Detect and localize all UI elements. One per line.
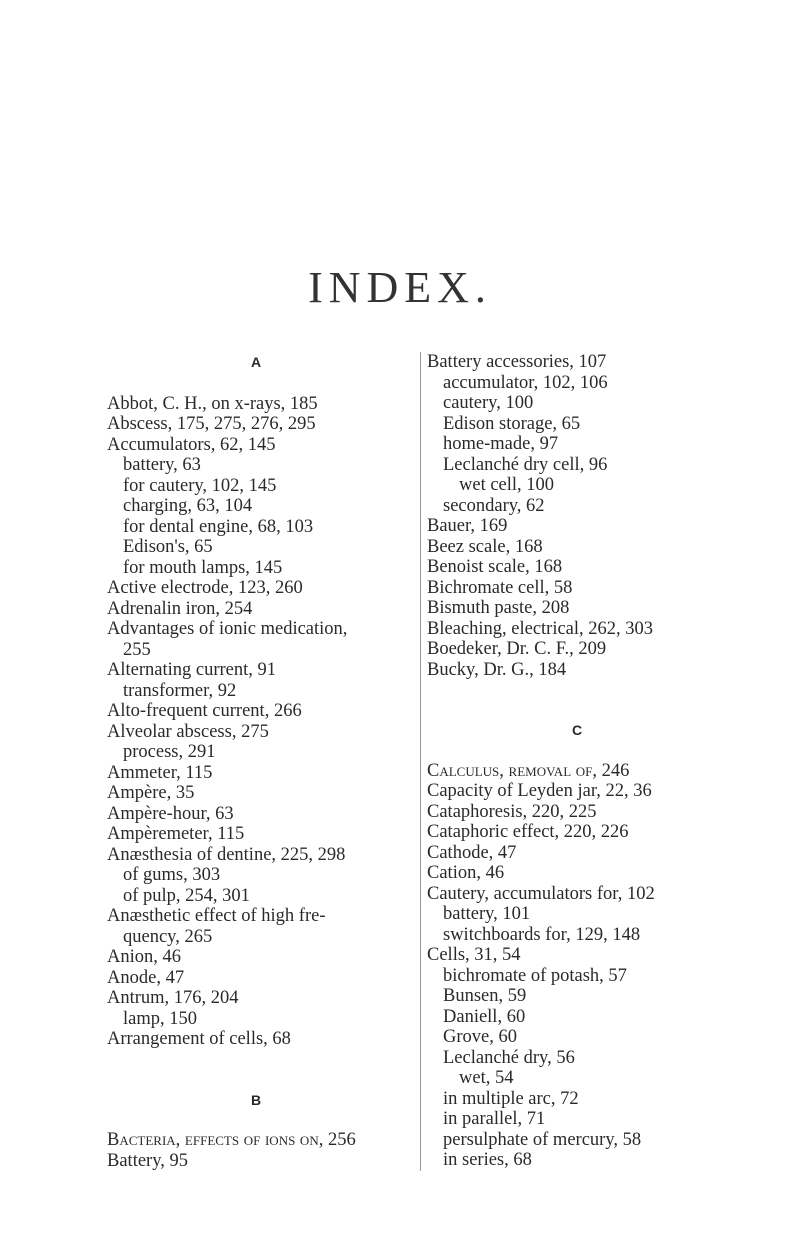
index-entry: Calculus, removal of, 246 <box>427 760 630 781</box>
index-entry: Antrum, 176, 204 <box>107 988 239 1008</box>
index-entry: Adrenalin iron, 254 <box>107 598 253 619</box>
index-subentry: wet, 54 <box>459 1068 514 1088</box>
index-entry: Boedeker, Dr. C. F., 209 <box>427 639 607 659</box>
index-subentry: persulphate of mercury, 58 <box>443 1129 642 1150</box>
index-subentry: in series, 68 <box>443 1150 532 1170</box>
index-subentry: of pulp, 254, 301 <box>123 885 250 906</box>
index-subentry: battery, 101 <box>443 904 531 924</box>
index-subentry: cautery, 100 <box>443 393 534 413</box>
index-subentry: bichromate of potash, 57 <box>443 965 627 986</box>
index-subentry: Leclanché dry cell, 96 <box>443 454 608 475</box>
index-entry: Bleaching, electrical, 262, 303 <box>427 618 654 639</box>
index-entry: Active electrode, 123, 260 <box>107 578 303 598</box>
index-entry: Bauer, 169 <box>427 516 508 536</box>
index-entry: Bismuth paste, 208 <box>427 598 570 618</box>
index-subentry: wet cell, 100 <box>459 475 555 495</box>
index-column-right <box>420 352 727 1171</box>
index-entry: Cataphoresis, 220, 225 <box>427 801 597 822</box>
index-subentry: Leclanché dry, 56 <box>443 1047 575 1068</box>
index-entry: Bichromate cell, 58 <box>427 577 573 598</box>
index-entry: Anion, 46 <box>107 947 181 967</box>
index-subentry: lamp, 150 <box>123 1008 197 1029</box>
section-letter-c: C <box>571 722 583 738</box>
index-entry: Cation, 46 <box>427 863 505 883</box>
index-subentry: Edison storage, 65 <box>443 413 581 434</box>
section-letter-a: A <box>250 354 262 370</box>
index-entry: Ampèremeter, 115 <box>107 824 245 844</box>
index-subentry: Bunsen, 59 <box>443 986 527 1006</box>
index-subentry: Edison's, 65 <box>123 537 213 557</box>
index-entry: Abbot, C. H., on x-rays, 185 <box>107 393 318 414</box>
index-entry: Anæsthetic effect of high fre- <box>107 906 326 926</box>
index-subentry: for mouth lamps, 145 <box>123 557 283 578</box>
index-subentry: Grove, 60 <box>443 1027 517 1047</box>
index-entry: Capacity of Leyden jar, 22, 36 <box>427 781 652 801</box>
index-entry: Alto-frequent current, 266 <box>107 701 302 721</box>
index-entry: Cautery, accumulators for, 102 <box>427 883 655 904</box>
index-entry: Battery accessories, 107 <box>427 352 607 372</box>
index-entry: Cataphoric effect, 220, 226 <box>427 822 629 842</box>
index-subentry: Daniell, 60 <box>443 1006 526 1027</box>
index-subentry: home-made, 97 <box>443 434 559 454</box>
index-subentry: 255 <box>123 639 151 660</box>
index-entry: Anode, 47 <box>107 967 185 988</box>
index-subentry: charging, 63, 104 <box>123 496 253 516</box>
index-entry: Beez scale, 168 <box>427 536 543 557</box>
index-entry: Anæsthesia of dentine, 225, 298 <box>107 844 346 865</box>
index-subentry: secondary, 62 <box>443 495 545 516</box>
index-entry: Ampère-hour, 63 <box>107 803 234 824</box>
index-subentry: process, 291 <box>123 742 216 762</box>
index-column-left <box>107 352 405 1171</box>
index-subentry: switchboards for, 129, 148 <box>443 924 641 945</box>
section-a-entries <box>107 394 405 1050</box>
index-entry: Battery, 95 <box>107 1150 189 1171</box>
section-b-entries <box>107 1130 405 1171</box>
index-subentry: transformer, 92 <box>123 680 237 701</box>
index-entry: Cells, 31, 54 <box>427 945 521 965</box>
index-subentry: accumulator, 102, 106 <box>443 372 608 393</box>
index-subentry: quency, 265 <box>123 926 213 947</box>
index-subentry: in parallel, 71 <box>443 1109 546 1129</box>
page-title: INDEX. <box>308 263 492 312</box>
index-entry: Benoist scale, 168 <box>427 557 563 577</box>
index-entry: Ampère, 35 <box>107 783 195 803</box>
index-entry: Bucky, Dr. G., 184 <box>427 659 567 680</box>
index-subentry: battery, 63 <box>123 455 201 475</box>
index-entry: Abscess, 175, 275, 276, 295 <box>107 414 316 434</box>
index-entry: Advantages of ionic medication, <box>107 619 348 639</box>
index-subentry: for dental engine, 68, 103 <box>123 516 314 537</box>
section-letter-b: B <box>250 1091 262 1108</box>
section-c-entries <box>427 761 727 1171</box>
section-b-continued-entries <box>427 352 727 680</box>
index-entry: Ammeter, 115 <box>107 762 213 783</box>
index-entry: Bacteria, effects of ions on, 256 <box>107 1130 356 1150</box>
index-entry: Arrangement of cells, 68 <box>107 1029 291 1049</box>
index-entry: Alveolar abscess, 275 <box>107 721 269 742</box>
index-subentry: in multiple arc, 72 <box>443 1088 579 1109</box>
index-entry: Cathode, 47 <box>427 842 517 863</box>
index-entry: Accumulators, 62, 145 <box>107 434 276 455</box>
index-subentry: for cautery, 102, 145 <box>123 475 277 496</box>
index-entry: Alternating current, 91 <box>107 660 277 680</box>
index-subentry: of gums, 303 <box>123 865 221 885</box>
